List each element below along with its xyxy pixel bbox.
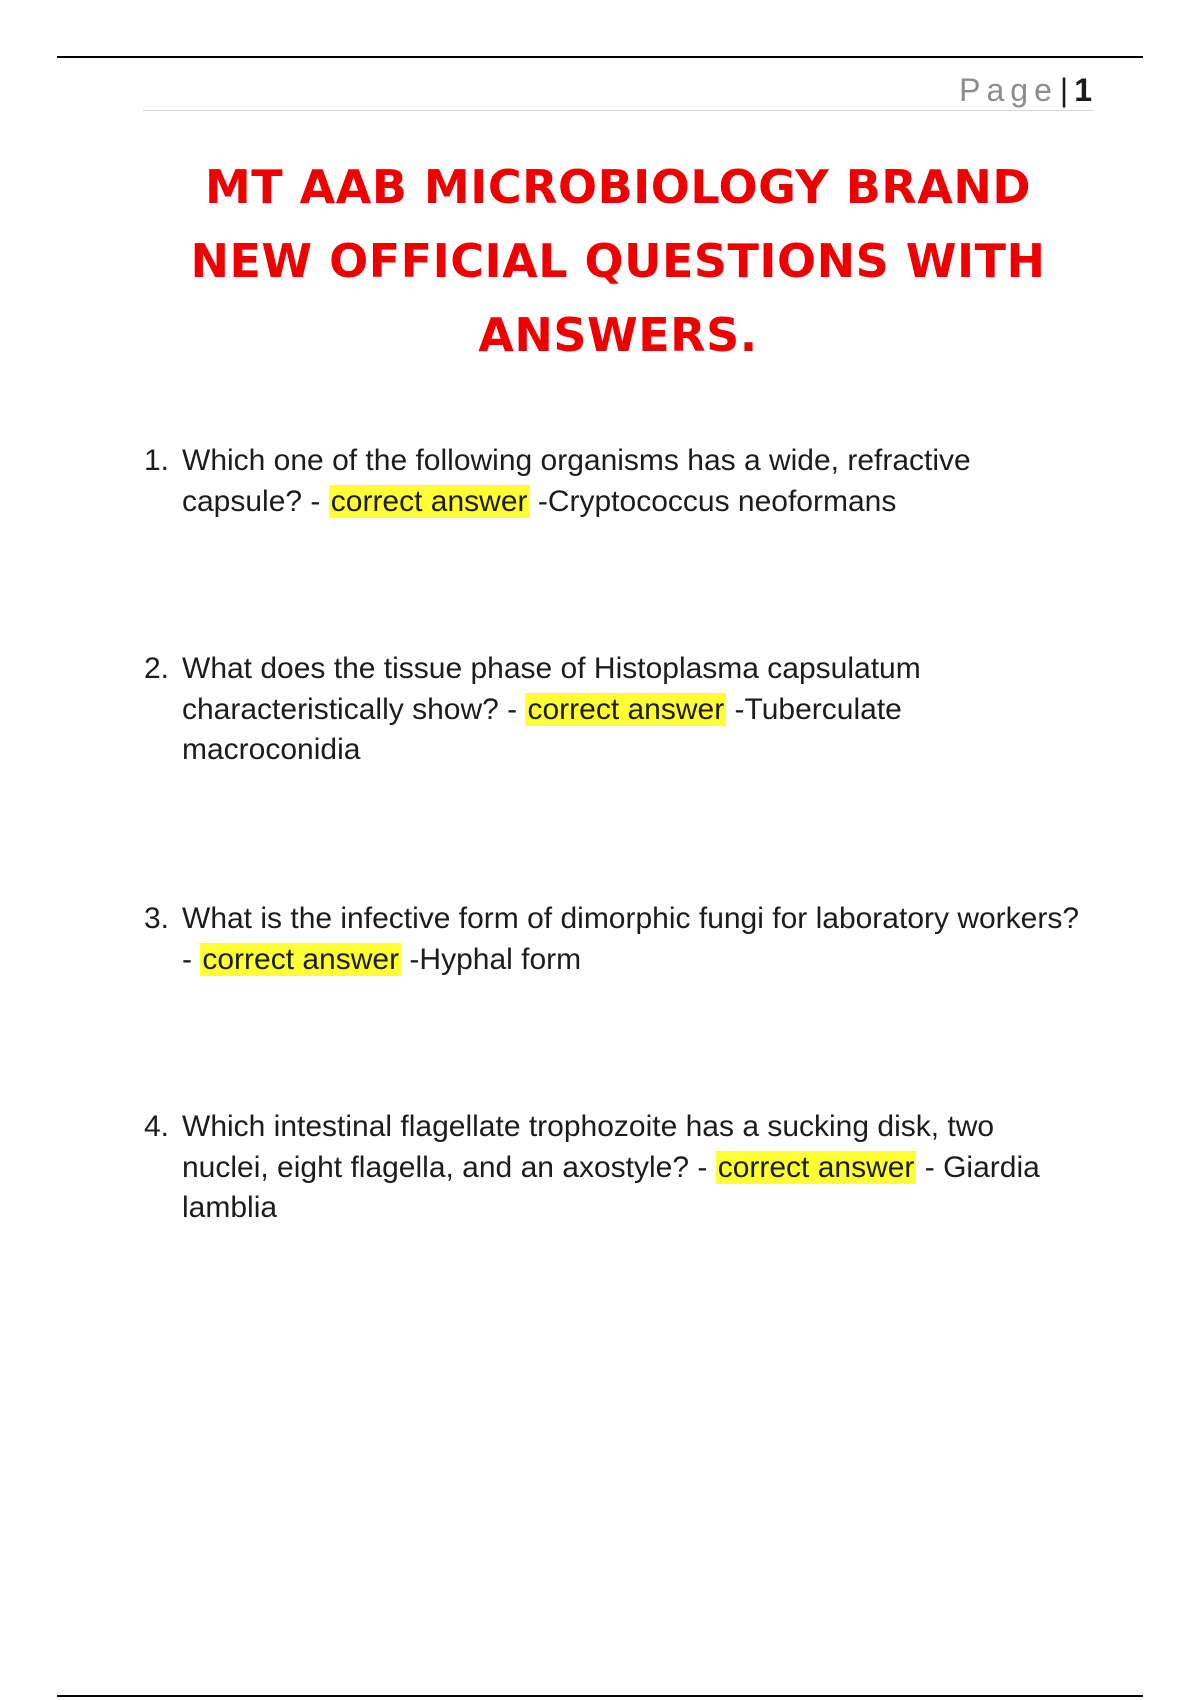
- answer-label-highlight: correct answer: [527, 692, 725, 726]
- top-rule: [57, 56, 1143, 58]
- page-separator: |: [1059, 72, 1069, 108]
- bottom-rule: [57, 1695, 1143, 1697]
- header-divider: [143, 110, 1093, 111]
- answer-text: -Hyphal form: [409, 942, 582, 976]
- answer-label-highlight: correct answer: [330, 484, 528, 518]
- answer-label-highlight: correct answer: [202, 942, 400, 976]
- question-item: [144, 649, 1082, 771]
- question-item: [144, 1107, 1082, 1229]
- question-item: [144, 899, 1082, 980]
- answer-label-highlight: correct answer: [717, 1150, 915, 1184]
- document-title: MT AAB MICROBIOLOGY BRAND NEW OFFICIAL QUESTIONS WITH ANSWERS.: [190, 160, 1046, 362]
- question-text: Which intestinal flagellate trophozoite has a sucking disk, two nuclei, eight flagella, and an axostyle? -: [182, 1110, 995, 1184]
- question-number: 4.: [144, 1110, 170, 1143]
- answer-text: -Tuberculate macroconidia: [182, 692, 902, 766]
- page-number-header: [959, 70, 1092, 110]
- answer-text: - Giardia lamblia: [182, 1150, 1040, 1224]
- question-item: [144, 441, 1082, 522]
- answer-text: -Cryptococcus neoformans: [537, 484, 897, 518]
- question-text: What is the infective form of dimorphic fungi for laboratory workers? -: [182, 902, 1080, 976]
- page-label: Page: [959, 72, 1058, 108]
- question-text: What does the tissue phase of Histoplasma capsulatum characteristically show? -: [182, 652, 921, 726]
- question-number: 1.: [144, 444, 170, 477]
- page-number: 1: [1074, 72, 1092, 108]
- question-text: Which one of the following organisms has a wide, refractive capsule? -: [182, 444, 971, 518]
- question-number: 2.: [144, 652, 170, 685]
- question-number: 3.: [144, 902, 170, 935]
